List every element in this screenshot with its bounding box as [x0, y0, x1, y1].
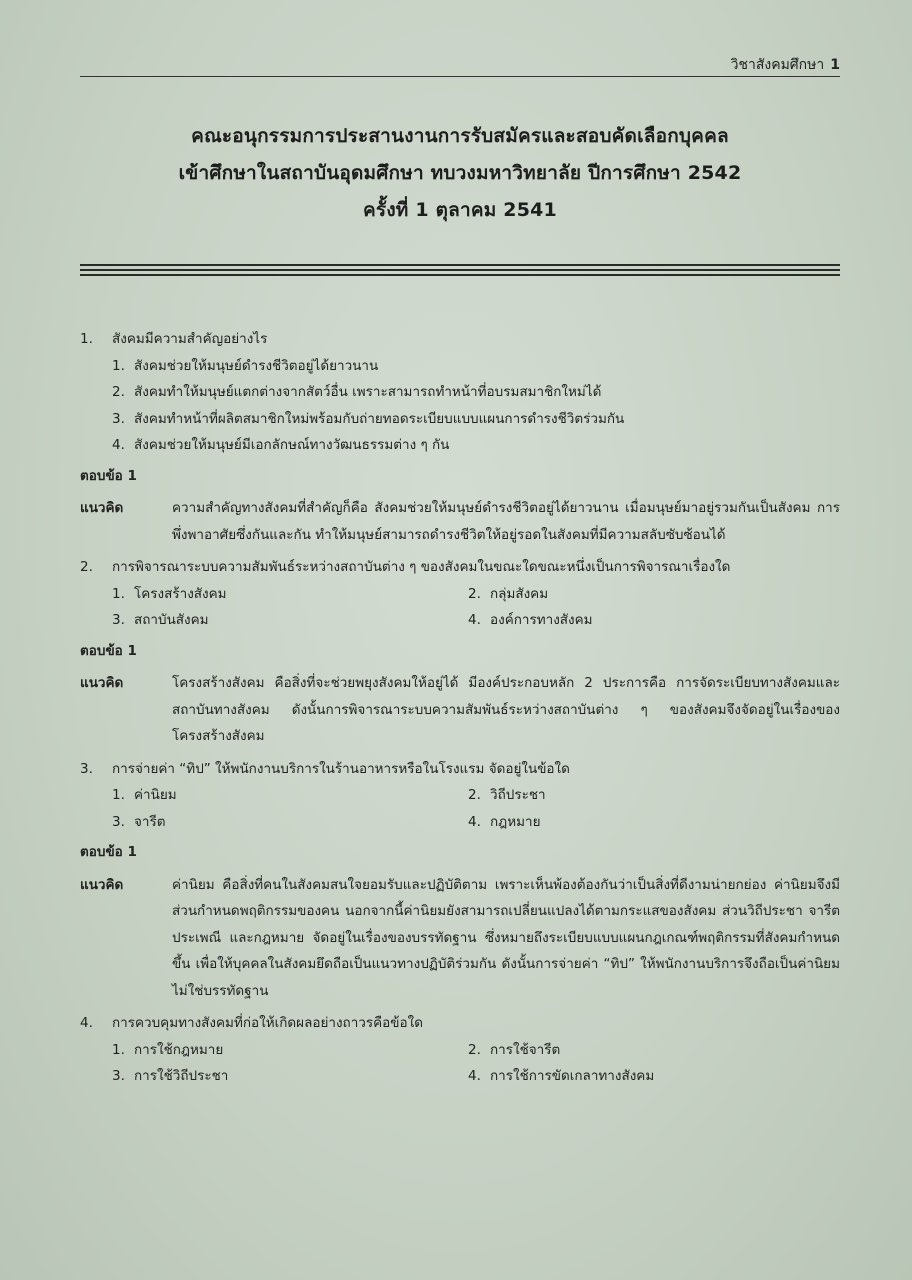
option-number: 1. — [112, 357, 125, 374]
question-3 — [80, 756, 840, 783]
option-number: 4. — [112, 437, 125, 453]
explanation-label: แนวคิด — [80, 675, 124, 691]
header-rule — [80, 76, 840, 77]
option-text: การใช้กฎหมาย — [134, 1041, 224, 1058]
option — [80, 379, 840, 406]
option — [468, 782, 840, 809]
option — [112, 581, 468, 608]
option-text: การใช้การขัดเกลาทางสังคม — [490, 1068, 655, 1084]
option-text: กฎหมาย — [490, 813, 541, 830]
question-number: 1. — [80, 331, 93, 347]
option-number: 3. — [112, 1068, 125, 1084]
option-number: 1. — [112, 585, 125, 602]
title-divider — [80, 264, 840, 276]
option-number: 1. — [112, 1041, 125, 1058]
question-list — [80, 326, 840, 1090]
option-text: กลุ่มสังคม — [490, 585, 549, 602]
option — [468, 581, 840, 608]
explanation-label: แนวคิด — [80, 876, 124, 893]
title-line-1: คณะอนุกรรมการประสานงานการรับสมัครและสอบคัดเลือกบุคคล — [191, 125, 729, 147]
explanation-text: โครงสร้างสังคม คือสิ่งที่จะช่วยพยุงสังคมให้อยู่ได้ มีองค์ประกอบหลัก 2 ประการคือ การจัดระเบียบทางสังคมและสถาบันทางสังคม ดังนั้นการพิจารณาระบบความสัมพันธ์ระหว่างสถาบันต่าง ๆ ของสังคมจึงจัดอยู่ในเรื่องของโครงสร้างสังคม — [172, 675, 840, 744]
option-text: องค์การทางสังคม — [490, 612, 593, 628]
option-text: วิถีประชา — [490, 787, 546, 803]
explanation — [80, 495, 840, 548]
option-text: จารีต — [134, 813, 166, 830]
option-text: สังคมทำหน้าที่ผลิตสมาชิกใหม่พร้อมกับถ่ายทอดระเบียบแบบแผนการดำรงชีวิตร่วมกัน — [134, 410, 625, 427]
explanation-label: แนวคิด — [80, 500, 124, 516]
option-number: 4. — [468, 1068, 481, 1084]
option-text: สังคมทำให้มนุษย์แตกต่างจากสัตว์อื่น เพราะสามารถทำหน้าที่อบรมสมาชิกใหม่ได้ — [134, 384, 602, 400]
option — [80, 406, 840, 433]
option-number: 2. — [468, 1041, 481, 1058]
option-text: การใช้วิถีประชา — [134, 1068, 229, 1084]
option-number: 4. — [468, 813, 481, 830]
question-number: 4. — [80, 1015, 93, 1031]
option — [112, 809, 468, 836]
explanation — [80, 872, 840, 1005]
option-number: 3. — [112, 813, 125, 830]
option-text: ค่านิยม — [134, 787, 177, 803]
question-text: การพิจารณาระบบความสัมพันธ์ระหว่างสถาบันต่าง ๆ ของสังคมในขณะใดขณะหนึ่งเป็นการพิจารณาเรื่องใด — [112, 559, 731, 575]
subject-label: วิชาสังคมศึกษา — [730, 57, 825, 73]
question-number: 3. — [80, 760, 93, 777]
option — [80, 432, 840, 459]
option — [112, 782, 468, 809]
explanation — [80, 670, 840, 750]
option-number: 4. — [468, 612, 481, 628]
option-text: โครงสร้างสังคม — [134, 585, 227, 602]
option-number: 3. — [112, 612, 125, 628]
page-number: 1 — [830, 57, 840, 73]
option-text: สถาบันสังคม — [134, 612, 209, 628]
answer-label: ตอบข้อ 1 — [80, 642, 137, 659]
question-number: 2. — [80, 559, 93, 575]
answer-label: ตอบข้อ 1 — [80, 844, 137, 860]
option-text: สังคมช่วยให้มนุษย์ดำรงชีวิตอยู่ได้ยาวนาน — [134, 357, 379, 374]
explanation-text: ความสำคัญทางสังคมที่สำคัญก็คือ สังคมช่วยให้มนุษย์ดำรงชีวิตอยู่ได้ยาวนาน เมื่อมนุษย์มาอยู่รวมกันเป็นสังคม การพึ่งพาอาศัยซึ่งกันและกัน ทำให้มนุษย์สามารถดำรงชีวิตให้อยู่รอดในสังคมที่มีความสลับซับซ้อนได้ — [172, 500, 840, 543]
option — [112, 607, 468, 634]
option — [468, 809, 840, 836]
option — [468, 1063, 840, 1090]
question-1 — [80, 326, 840, 353]
option — [80, 353, 840, 380]
title-line-3: ครั้งที่ 1 ตุลาคม 2541 — [363, 199, 557, 221]
title-block — [80, 118, 840, 229]
answer-label: ตอบข้อ 1 — [80, 467, 137, 484]
option — [112, 1037, 468, 1064]
option — [468, 1037, 840, 1064]
question-4 — [80, 1010, 840, 1037]
question-text: การควบคุมทางสังคมที่ก่อให้เกิดผลอย่างถาวรคือข้อใด — [112, 1015, 423, 1031]
question-text: สังคมมีความสำคัญอย่างไร — [112, 331, 268, 347]
option-number: 2. — [468, 787, 481, 803]
option — [112, 1063, 468, 1090]
running-head — [731, 54, 840, 76]
question-2 — [80, 554, 840, 581]
option-number: 3. — [112, 410, 125, 427]
options-grid — [80, 782, 840, 835]
options-grid — [80, 1037, 840, 1090]
option-number: 2. — [112, 384, 125, 400]
title-line-2: เข้าศึกษาในสถาบันอุดมศึกษา ทบวงมหาวิทยาลัย ปีการศึกษา 2542 — [178, 162, 742, 184]
options-grid — [80, 581, 840, 634]
explanation-text: ค่านิยม คือสิ่งที่คนในสังคมสนใจยอมรับและปฏิบัติตาม เพราะเห็นพ้องต้องกันว่าเป็นสิ่งที่ดีงามน่ายกย่อง ค่านิยมจึงมีส่วนกำหนดพฤติกรรมของคน นอกจากนี้ค่านิยมยังสามารถเปลี่ยนแปลงได้ตามกระแสของสังคม ส่วนวิถีประชา จารีตประเพณี และกฎหมาย จัดอยู่ในเรื่องของบรรทัดฐาน ซึ่งหมายถึงระเบียบแบบแผนกฎเกณฑ์พฤติกรรมที่สังคมกำหนดขึ้น เพื่อให้บุคคลในสังคมยึดถือเป็นแนวทางปฏิบัติร่วมกัน ดังนั้นการจ่ายค่า “ทิป” ให้พนักงานบริการจึงถือเป็นค่านิยม ไม่ใช่บรรทัดฐาน — [172, 876, 840, 999]
option-text: การใช้จารีต — [490, 1041, 561, 1058]
option-number: 1. — [112, 787, 125, 803]
option — [468, 607, 840, 634]
option-number: 2. — [468, 585, 481, 602]
question-text: การจ่ายค่า “ทิป” ให้พนักงานบริการในร้านอาหารหรือในโรงแรม จัดอยู่ในข้อใด — [112, 760, 570, 777]
option-text: สังคมช่วยให้มนุษย์มีเอกลักษณ์ทางวัฒนธรรมต่าง ๆ กัน — [134, 437, 450, 453]
